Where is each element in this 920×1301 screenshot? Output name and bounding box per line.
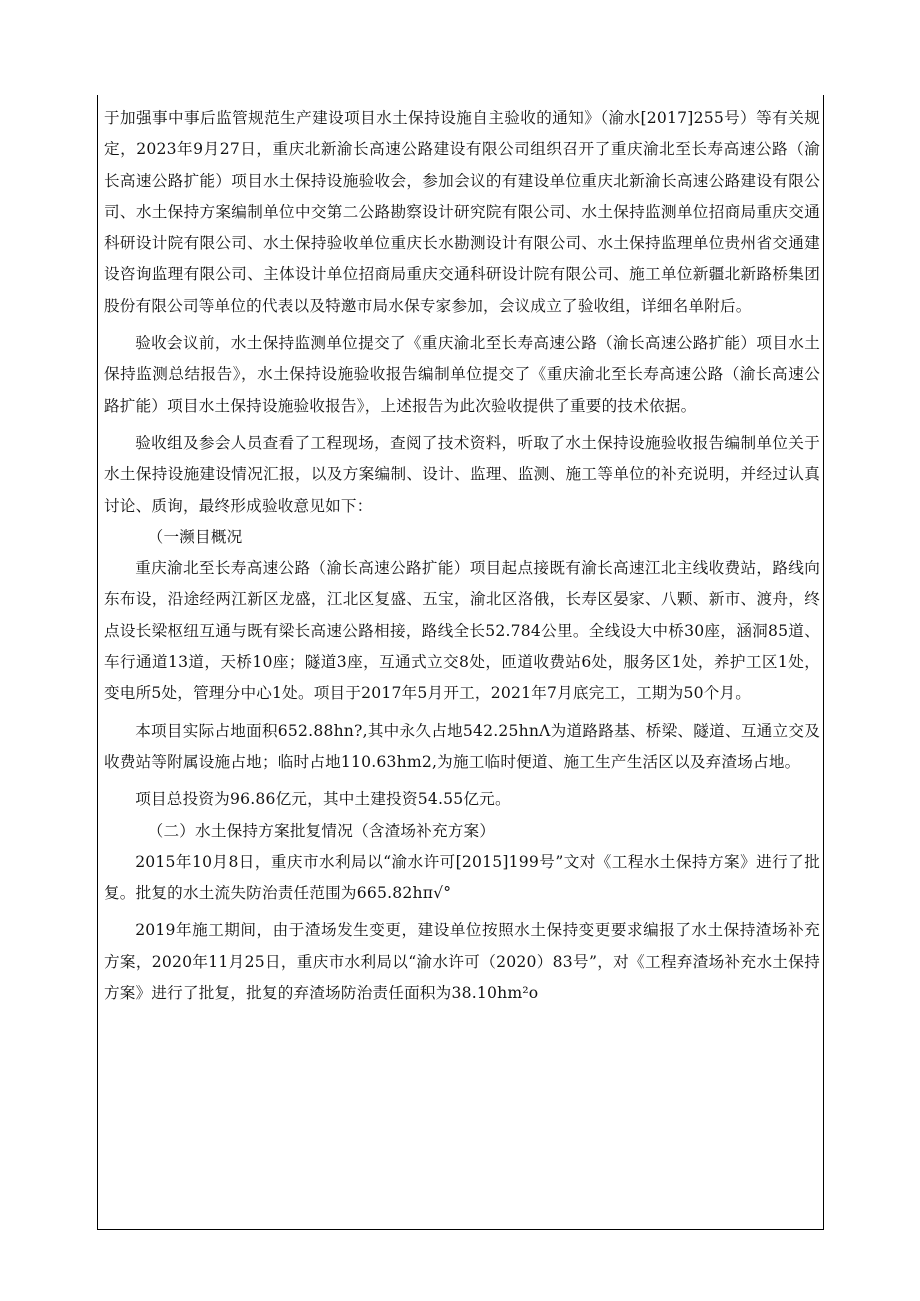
paragraph-reports-submitted: 验收会议前，水土保持监测单位提交了《重庆渝北至长寿高速公路（渝长高速公路扩能）项目水土保持监测总结报告》，水土保持设施验收报告编制单位提交了《重庆渝北至长寿高速公路（渝长高速公路扩能）项目水土保持设施验收报告》，上述报告为此次验收提供了重要的技术依据。 xyxy=(104,334,820,415)
paragraph-total-investment: 项目总投资为96.86亿元，其中土建投资54.55亿元。 xyxy=(135,790,511,809)
paragraph-project-route: 重庆渝北至长寿高速公路（渝长高速公路扩能）项目起点接既有渝长高速江北主线收费站，路线向东布设，沿途经两江新区龙盛，江北区复盛、五宝，渝北区洛俄，长寿区晏家、八颗、新市、渡舟，终点设长梁枢纽互通与既有梁长高速公路相接，路线全长52.784公里。全线设大中桥30座，涵洞85道、车行通道13道，天桥10座；隧道3座，互通式立交8处，匝道收费站6处，服务区1处，养护工区1处，变电所5处，管理分中心1处。项目于2017年5月开工，2021年7月底完工，工期为50个月。 xyxy=(104,559,820,703)
paragraph-site-inspection: 验收组及参会人员查看了工程现场，查阅了技术资料，听取了水土保持设施验收报告编制单位关于水土保持设施建设情况汇报，以及方案编制、设计、监理、监测、施工等单位的补充说明，并经过认真讨论、质询，最终形成验收意见如下： xyxy=(104,433,820,515)
paragraph-2015-approval: 2015年10月8日，重庆市水利局以“渝水许可[2015]199号”文对《工程水土保持方案》进行了批复。批复的水土流失防治责任范围为665.82hπ√° xyxy=(104,852,820,903)
paragraph-2020-approval: 2019年施工期间，由于渣场发生变更，建设单位按照水土保持变更要求编报了水土保持渣场补充方案，2020年11月25日，重庆市水利局以“渝水许可（2020）83号”，对《工程弃渣场补充水土保持方案》进行了批复，批复的弃渣场防治责任面积为38.10hm²o xyxy=(104,921,820,1003)
section-heading-plan-approval: （二）水土保持方案批复情况（含渣场补充方案） xyxy=(147,821,496,840)
paragraph-land-occupation: 本项目实际占地面积652.88hn?,其中永久占地542.25hnΛ为道路路基、桥梁、隧道、互通立交及收费站等附属设施占地；临时占地110.63hm2,为施工临时便道、施工生产生活区以及弃渣场占地。 xyxy=(104,721,820,771)
document-body xyxy=(104,103,820,1009)
paragraph-notice-reference: 于加强事中事后监管规范生产建设项目水土保持设施自主验收的通知》（渝水[2017]255号）等有关规定，2023年9月27日，重庆北新渝长高速公路建设有限公司组织召开了重庆渝北至长寿高速公路（渝长高速公路扩能）项目水土保持设施验收会，参加会议的有建设单位重庆北新渝长高速公路建设有限公司、水土保持方案编制单位中交第二公路勘察设计研究院有限公司、水土保持监测单位招商局重庆交通科研设计院有限公司、水土保持验收单位重庆长水勘测设计有限公司、水土保持监理单位贵州省交通建设咨询监理有限公司、主体设计单位招商局重庆交通科研设计院有限公司、施工单位新疆北新路桥集团股份有限公司等单位的代表以及特邀市局水保专家参加，会议成立了验收组，详细名单附后。 xyxy=(104,109,820,315)
section-heading-project-overview: （一濒目概况 xyxy=(147,527,243,546)
